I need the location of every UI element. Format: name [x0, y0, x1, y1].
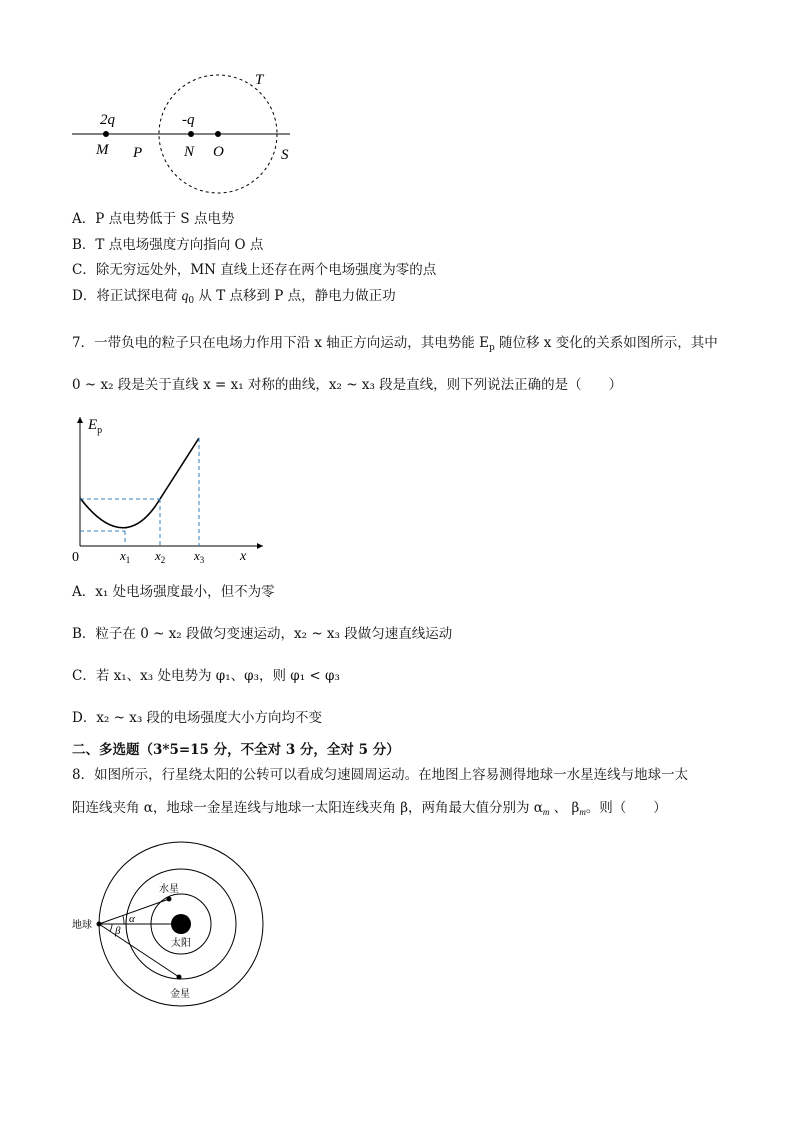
q7-stem-line2: 0 ~ x₂ 段是关于直线 x = x₁ 对称的曲线，x₂ ~ x₃ 段是直线，则下列说法正确的是（ ）: [72, 377, 623, 393]
tick-label-x3: $x_3$: [194, 548, 205, 565]
ep-curve: [80, 438, 199, 528]
earth-label: 地球: [72, 920, 92, 931]
tick-label-x2: $x_2$: [155, 548, 166, 565]
q7-stem1-main: 7．一带负电的粒子只在电场力作用下沿 x 轴正方向运动，其电势能 E: [72, 335, 489, 351]
x-axis-label: x: [240, 549, 247, 564]
q7-stem1-tail: 随位移 x 变化的关系如图所示，其中: [494, 335, 718, 351]
alpha-arc: [123, 916, 124, 924]
section2-heading: 二、多选题（3*5=15 分，不全对 3 分，全对 5 分）: [72, 742, 400, 758]
q7-stem-line1: [72, 334, 718, 357]
beta-arc: [110, 924, 112, 931]
q7-option-b: B．粒子在 0 ~ x₂ 段做匀变速运动，x₂ ~ x₃ 段做匀速直线运动: [72, 626, 453, 642]
tick-label-x1: $x_1$: [120, 548, 131, 565]
alpha-label: α: [129, 913, 135, 925]
y-axis-label: $E_p$: [88, 417, 103, 436]
label-T: T: [255, 72, 264, 88]
charge-N-dot: [188, 131, 194, 137]
q8-stem2-mid: 、 β: [549, 800, 580, 816]
q6-charge-symbol: q: [181, 288, 189, 303]
earth-dot: [97, 922, 102, 927]
ep-x-graph: [60, 405, 280, 570]
charge-figure: [60, 60, 320, 200]
charge-M-dot: [103, 131, 109, 137]
label-S: S: [281, 147, 289, 163]
q6-charge-sub: 0: [188, 296, 195, 306]
q6-option-a: A．P 点电势低于 S 点电势: [72, 211, 235, 227]
sun-label: 太阳: [171, 938, 191, 949]
label-2q: 2q: [100, 112, 115, 128]
orbit-figure: [68, 836, 273, 1016]
label-neg-q: -q: [182, 112, 195, 128]
label-N: N: [184, 144, 195, 160]
label-M: M: [96, 142, 109, 158]
q6-option-d-prefix: D．将正试探电荷: [72, 288, 182, 304]
q7-option-d: D．x₂ ~ x₃ 段的电场强度大小方向均不变: [72, 710, 323, 726]
q8-stem-line2: [72, 799, 667, 821]
mercury-dot: [167, 897, 172, 902]
point-O-dot: [215, 131, 221, 137]
q6-option-b: B．T 点电场强度方向指向 O 点: [72, 237, 264, 253]
q8-stem2-sub1: m: [542, 807, 550, 817]
label-O: O: [213, 144, 224, 160]
q6-option-d: [72, 287, 396, 310]
venus-label: 金星: [170, 989, 190, 1000]
q7-option-a: A．x₁ 处电场强度最小，但不为零: [72, 584, 275, 600]
beta-label: β: [115, 925, 121, 937]
q8-stem2-sub2: m: [579, 807, 586, 817]
q8-stem-line1: 8．如图所示，行星绕太阳的公转可以看成匀速圆周运动。在地图上容易测得地球一水星连线与地球一太: [72, 767, 689, 783]
q6-option-d-suffix: 从 T 点移到 P 点，静电力做正功: [194, 288, 396, 304]
q7-stem1-sub: p: [488, 343, 495, 353]
mercury-label: 水星: [159, 884, 179, 895]
label-P: P: [133, 145, 143, 161]
q8-stem2-tail: 。则（ ）: [585, 800, 667, 816]
origin-label: 0: [72, 550, 79, 565]
q6-option-c: C．除无穷远处外，MN 直线上还存在两个电场强度为零的点: [72, 262, 437, 278]
q7-option-c: C．若 x₁、x₃ 处电势为 φ₁、φ₃，则 φ₁ < φ₃: [72, 668, 340, 684]
q8-stem2-main: 阳连线夹角 α，地球一金星连线与地球一太阳连线夹角 β，两角最大值分别为 α: [72, 800, 543, 816]
venus-dot: [177, 975, 182, 980]
